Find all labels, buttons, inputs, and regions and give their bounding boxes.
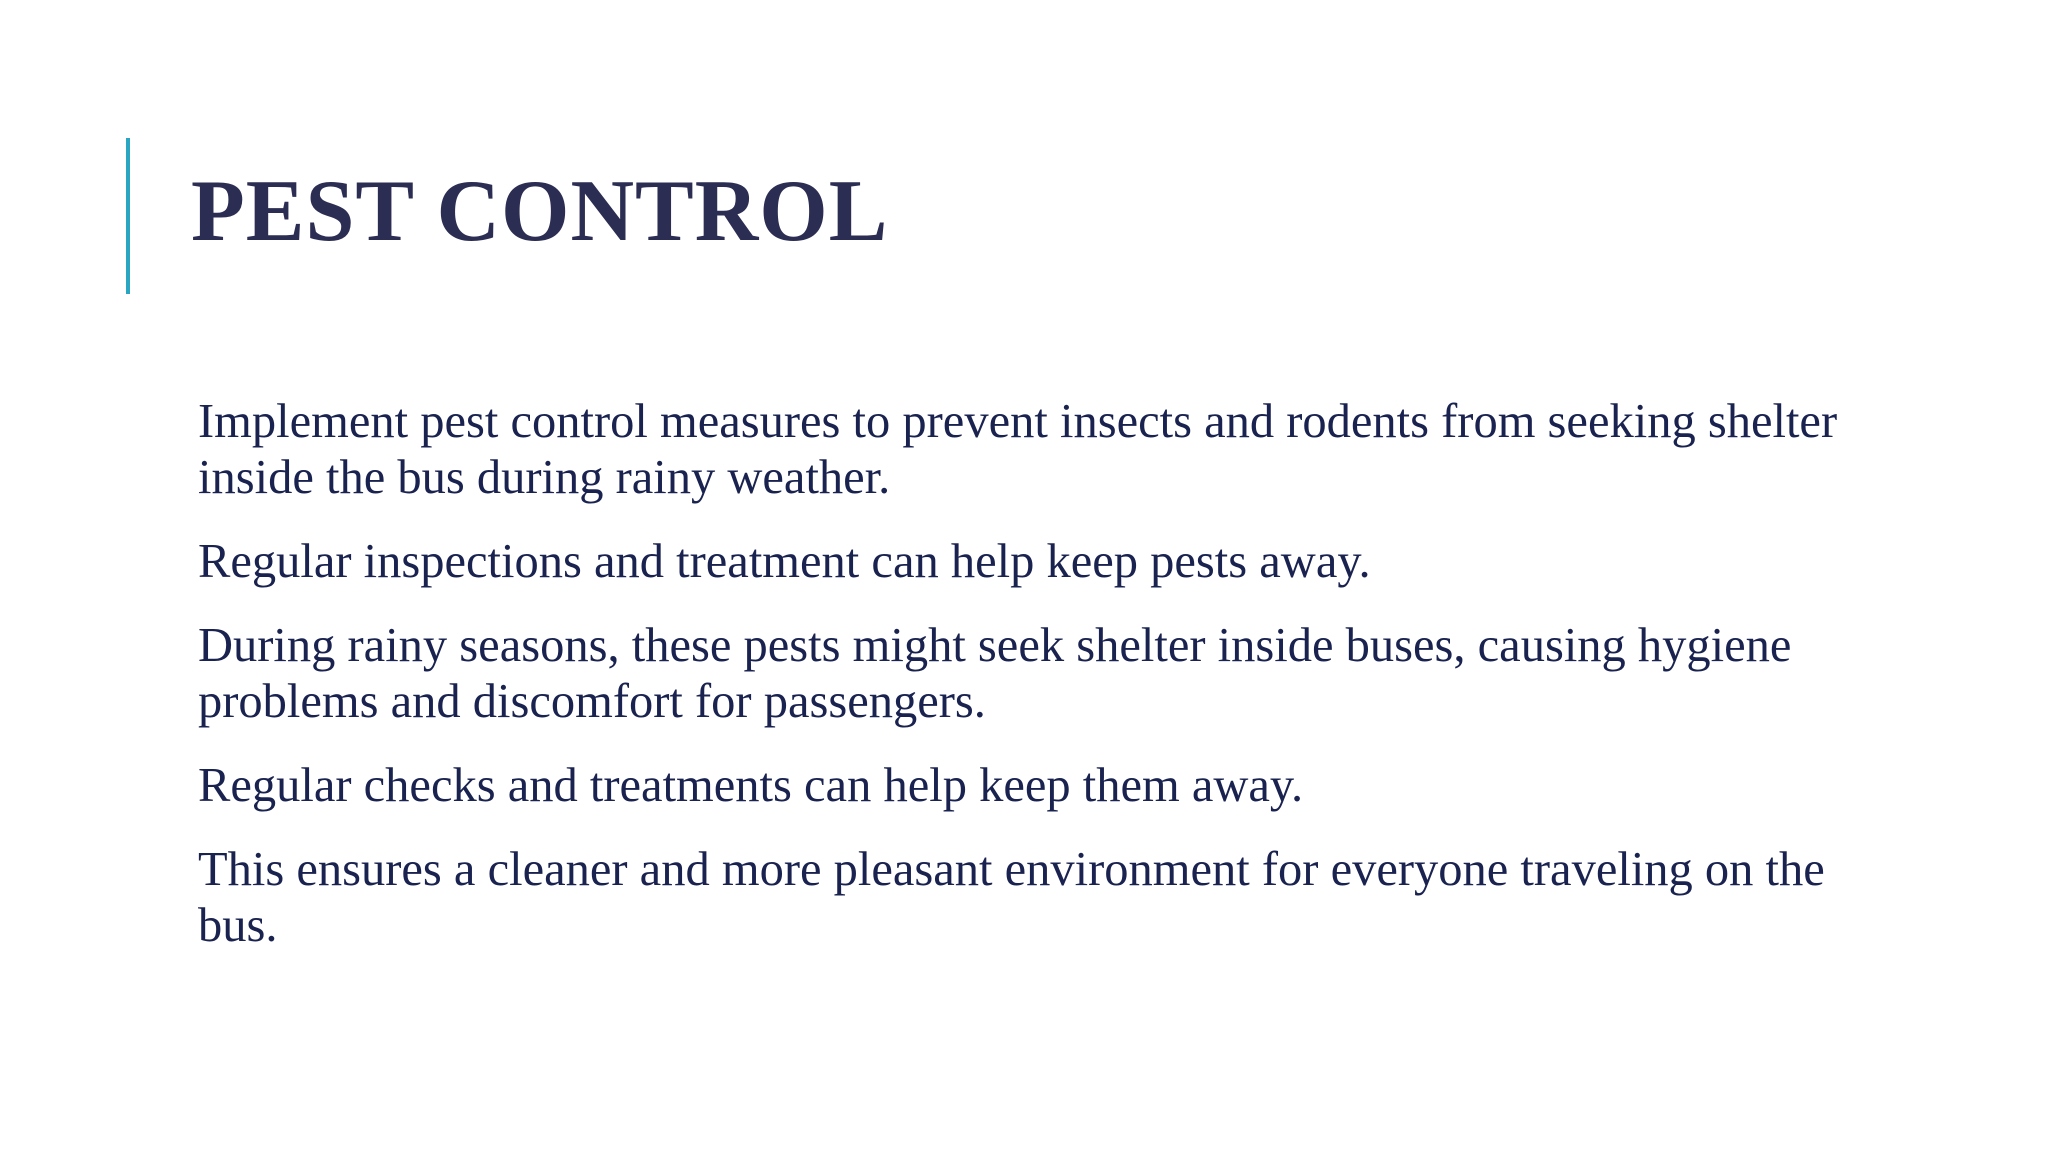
slide-body: [198, 394, 1838, 982]
body-paragraph-2: Regular inspections and treatment can help keep pests away.: [198, 535, 1371, 588]
title-accent-bar: [126, 138, 130, 294]
body-paragraph-5: This ensures a cleaner and more pleasant environment for everyone traveling on the bus.: [198, 843, 1825, 952]
slide-title: PEST CONTROL: [191, 163, 889, 260]
body-paragraph-4: Regular checks and treatments can help keep them away.: [198, 759, 1304, 812]
body-paragraph-3: During rainy seasons, these pests might seek shelter inside buses, causing hygiene problems and discomfort for passengers.: [198, 619, 1792, 728]
body-paragraph-1: Implement pest control measures to prevent insects and rodents from seeking shelter inside the bus during rainy weather.: [198, 395, 1838, 504]
